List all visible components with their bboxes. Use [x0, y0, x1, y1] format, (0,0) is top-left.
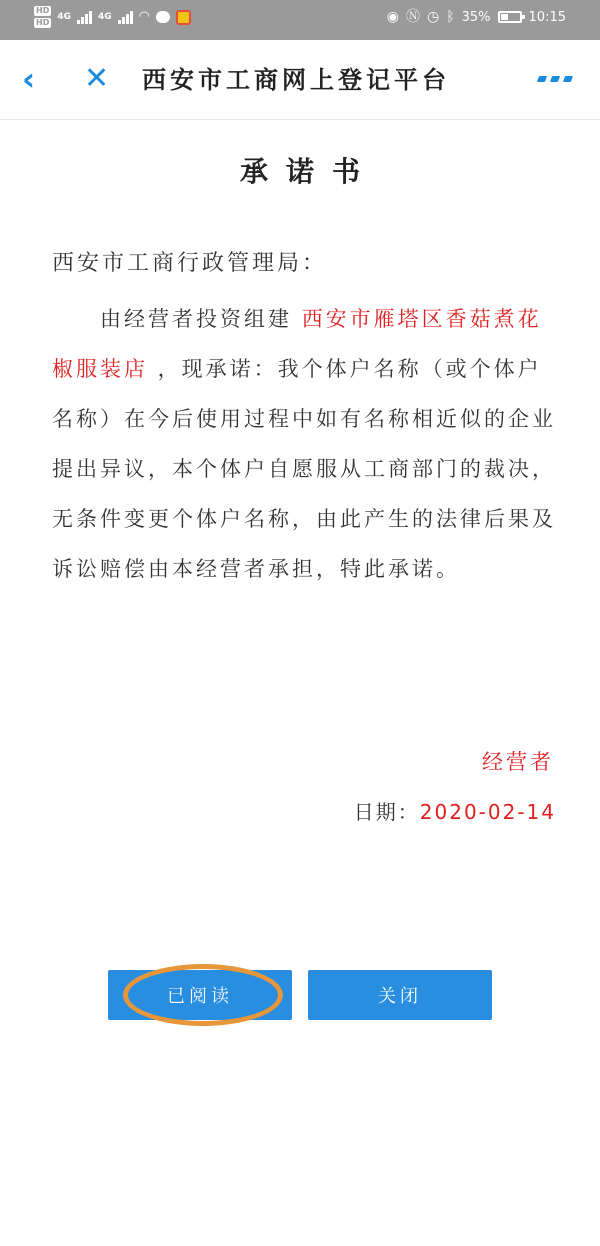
signal-icon [118, 10, 133, 24]
hd-badge-1: HD [36, 6, 50, 15]
close-icon[interactable]: ✕ [84, 61, 110, 96]
battery-percent: 35% [461, 9, 491, 25]
hd-icon [34, 6, 51, 28]
close-button[interactable]: 关闭 [308, 970, 492, 1020]
eye-icon: ◉ [386, 9, 399, 25]
store-name: 西安市雁塔区香菇煮花椒服装店 [52, 307, 542, 381]
annotation-circle [123, 964, 283, 1026]
wifi-icon: ◠ [138, 9, 150, 24]
signer-label: 经营者 [482, 750, 554, 774]
commitment-body [52, 294, 562, 594]
status-bar [0, 0, 600, 40]
date-label: 日期： [353, 800, 420, 824]
body-prefix: 由经营者投资组建 [100, 307, 302, 331]
battery-icon [498, 11, 522, 23]
status-right [387, 9, 566, 25]
document-title: 承诺书 [239, 155, 378, 188]
status-time: 10:15 [528, 9, 566, 25]
signal-icon [77, 10, 92, 24]
nfc-icon: Ⓝ [406, 9, 420, 25]
date-value: 2020-02-14 [419, 800, 556, 824]
page-title: 西安市工商网上登记平台 [142, 66, 450, 94]
back-icon[interactable]: ‹ [22, 60, 36, 98]
date-row [354, 794, 556, 830]
hd-badge-2: HD [36, 18, 50, 27]
network-type-2: 4G [98, 12, 112, 22]
alarm-icon: ◷ [427, 9, 440, 25]
network-type-1: 4G [57, 12, 71, 22]
status-left [34, 6, 191, 28]
app-icon [176, 10, 191, 25]
bluetooth-icon: ᛒ [446, 9, 455, 25]
addressee: 西安市工商行政管理局： [52, 251, 328, 276]
body-suffix: ，现承诺：我个体户名称（或个体户名称）在今后使用过程中如有名称相近似的企业提出异议，本个体户自愿服从工商部门的裁决，无条件变更个体户名称，由此产生的法律后果及诉讼赔偿由本经营者承担，特此承诺。 [52, 357, 556, 581]
nav-bar [0, 40, 600, 120]
read-button[interactable]: 已阅读 [108, 970, 292, 1020]
more-icon[interactable] [538, 76, 572, 82]
chat-icon [156, 11, 170, 23]
